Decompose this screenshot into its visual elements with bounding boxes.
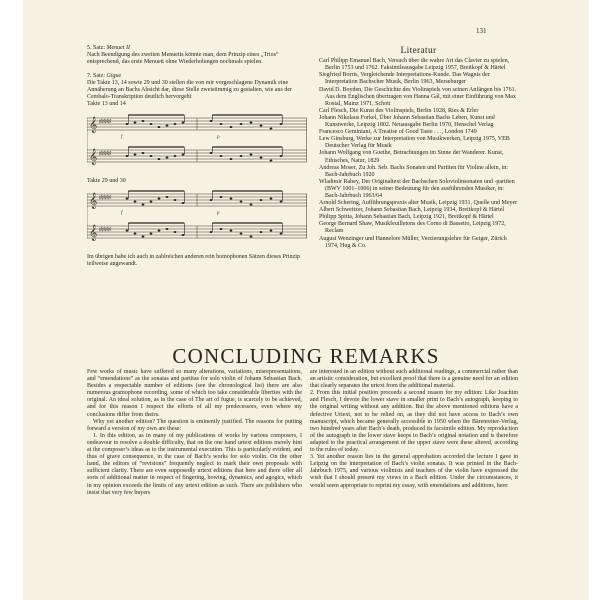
- literatur-column: [319, 48, 518, 250]
- literatur-entry: Francesco Geminiani, A Treatise of Good Taste . . ., London 1749: [319, 129, 477, 136]
- literatur-entry: Philipp Spitta, Johann Sebastian Bach, Leipzig 1921, Breitkopf & Härtel: [319, 214, 494, 221]
- literatur-entry: Siegfried Borris, Vergleichende Interpretations-Kunde. Das Wagnis der Interpretation Bachscher Musik, Berlin 1963, Merseburger: [319, 72, 490, 86]
- music-example-bars-29-30: [87, 188, 307, 250]
- literatur-heading: Literatur: [400, 46, 437, 56]
- section-5-title: 5. Satz: Menuet II: [87, 45, 130, 51]
- literatur-list: [319, 58, 518, 250]
- svg-text:♯♯♯♯: ♯♯♯♯: [99, 226, 111, 233]
- literatur-entry: Arnold Schering, Aufführungspraxis alter Musik, Leipzig 1931, Quelle und Meyer: [319, 200, 518, 207]
- section-5-body: Nach Beendigung des zweiten Menuetts könnte man, dem Prinzip eines „Trios“ entsprechend, das erste Menuett ohne Wiederholungen nochmals spielen.: [87, 52, 279, 66]
- bars-29-30-label: Takte 29 und 30: [87, 177, 126, 184]
- concluding-paragraph: 2. From this initial position proceeds a second reason for my edition: Like Joachim and Flesch, I devote the lower stave in smaller print to Bach’s autograph, keeping to the original writing without any addition. But the above mentioned editions have a defective Urtext, not to be relied on, as they did not have access to Bach’s own manuscript, which became generally accessible in 1950 when the Bärenreiter-Verlag, two hundred years after Bach’s death, produced its facsimile edition. My reproduction of the autograph in the lower stave keeps to Bach’s original notation and is therefore adapted to the practical arrangement of the upper stave were these altered, according to the rules of today.: [310, 390, 518, 454]
- page-number: 131: [476, 27, 487, 35]
- notes-column: [87, 45, 311, 268]
- svg-text:♯♯♯♯: ♯♯♯♯: [99, 150, 111, 157]
- literatur-entry: Johann Nikolaus Forkel, Über Johann Sebastian Bachs Leben, Kunst und Kunstwerke, Leipzig 1802. Neuausgabe Berlin 1970, Henschel Verlag: [319, 114, 495, 129]
- literatur-entry: Lew Ginsburg, Werke zur Interpretation von Musikwerken, Leipzig 1975, VEB Deutscher Verlag für Musik: [319, 136, 510, 150]
- after-example-text: Im übrigen habe ich auch in zahlreichen anderen rein homophonen Sätzen dieses Prinzip teilweise angewandt.: [87, 253, 300, 268]
- literatur-entry: August Wenzinger und Hannelore Müller, Verzierungslehre für Geiger, Zürich 1974, Hug & Co.: [319, 235, 507, 249]
- concluding-paragraph: 3. Yet another reason lies in the general approbation accorded the lecture I gave in Leipzig on the interpretation of Bach’s violin sonatas. It was printed in the Bach-Jahrbuch 1975, and various violinists and teachers of the violin have expressed the wish that I should present my views in a Bach edition. Under the circumstances, it would seem appropriate to reprint my essay, with emendations and additions, here:: [310, 454, 518, 489]
- svg-text:f: f: [121, 134, 123, 140]
- literatur-entry: Johann Wolfgang von Goethe, Betrachtungen im Sinne der Wanderer. Kunst, Ethisches, Natur, 1829: [319, 150, 504, 164]
- literatur-entry: Albert Schweitzer, Johann Sebastian Bach, Leipzig 1934, Breitkopf & Härtel: [319, 207, 505, 214]
- concluding-remarks-title: CONCLUDING REMARKS: [172, 344, 440, 368]
- section-7-body: Die Takte 13, 14 sowie 29 und 30 stellen die von mir vorgeschlagene Dynamik eine Annäherung an Bachs Absicht dar, diese Stelle zweistimmig zu gestalten, wie aus der Cembalo-Transkription deutlich hervorgeht: [87, 79, 293, 101]
- concluding-paragraph: Why yet another edition? The question is eminently justified. The reasons for putting forward a version of my own are these:: [87, 418, 302, 432]
- svg-text:p: p: [217, 134, 220, 140]
- literatur-entry: Carl Flesch, Die Kunst des Violinspiels, Berlin 1928, Ries & Erler: [319, 107, 479, 114]
- bars-13-14-label: Takte 13 und 14: [87, 101, 126, 108]
- section-7-title: 7. Satz: Gigue: [87, 72, 122, 79]
- concluding-right-column: [310, 369, 518, 490]
- page: [23, 0, 589, 600]
- svg-text:𝄞: 𝄞: [89, 149, 98, 165]
- concluding-paragraph: Few works of music have suffered so many alterations, variations, misrepresentations, and “emendations” as the sonatas and partitas for solo violin of Johann Sebastian Bach. Besides a respectable number of editions (see the chronological list) there are also numerous gramophone recording, some of which too take considerable liberties with the original. An ideal solution, as in the case of The art of fugue, is scarcely to be achieved, and for this reason I respect the efforts of all my predecessors, even where my conclusions differ from theirs.: [87, 369, 302, 418]
- music-example-bars-13-14: [87, 112, 307, 174]
- svg-text:♯♯♯♯: ♯♯♯♯: [99, 118, 111, 125]
- svg-text:♯♯♯♯: ♯♯♯♯: [99, 194, 111, 201]
- concluding-paragraph: 1. In this edition, as in many of my publications of works by various composers, I endeavour to resolve a double difficulty, that on the one hand urtext editions merely hint at the composer’s ideas as to the instrumental execution. This is particularly evident, and thus of grave consequence, in the case of Bach’s works for solo violin. On the other hand, the editors of “revisions” frequently neglect to mark their own proposals with sufficient clarity. There are even supposedly urtext editions that here and there offer all sorts of additional matter in respect of fingering, bowing, dynamics, and agogics, which in my opinion exceeds the limits of any urtext edition as such. There are publishers who insist that very few buyers: [87, 432, 302, 496]
- literatur-entry: Wladimir Rabey, Der Originaltext der Bachschen Soloviolinsonaten und -partiten (BWV 1001–1006) in seiner Bedeutung für den ausführenden Musiker, in: Bach-Jahrbuch 1963/64: [319, 178, 515, 199]
- svg-text:𝄞: 𝄞: [89, 225, 98, 241]
- literatur-entry: David D. Boyden, Die Geschichte des Violinspiels von seinen Anfängen bis 1761. Aus dem Englischen übertragen von Hanna Gál, mit einer Einführung von Max Rostal, Mainz 1971, Schott: [319, 86, 517, 107]
- svg-text:𝄞: 𝄞: [89, 117, 98, 133]
- svg-text:f: f: [121, 210, 123, 216]
- literatur-entry: Andreas Moser, Zu Joh. Seb. Bachs Sonaten und Partiten für Violine allein, in: Bach-Jahrbuch 1920: [319, 164, 508, 178]
- svg-text:p: p: [217, 210, 220, 216]
- concluding-left-column: [87, 369, 302, 497]
- literatur-entry: George Bernard Shaw, Musikfeuilletons des Corno di Bassetto, Leipzig 1972, Reclam: [319, 221, 506, 235]
- literatur-entry: Carl Philipp Emanuel Bach, Versuch über die wahre Art das Clavier zu spielen, Berlin 1753 und 1762. Faksimileausgabe Leipzig 1957, Breitkopf & Härtel: [319, 58, 510, 72]
- svg-text:𝄞: 𝄞: [89, 193, 98, 209]
- concluding-paragraph: are interested in an edition without such additional readings, a commercial rather than an artistic consideration, but excellent proof that there is a genuine need for an edition that clearly separates the urtext from the additional material.: [310, 369, 518, 390]
